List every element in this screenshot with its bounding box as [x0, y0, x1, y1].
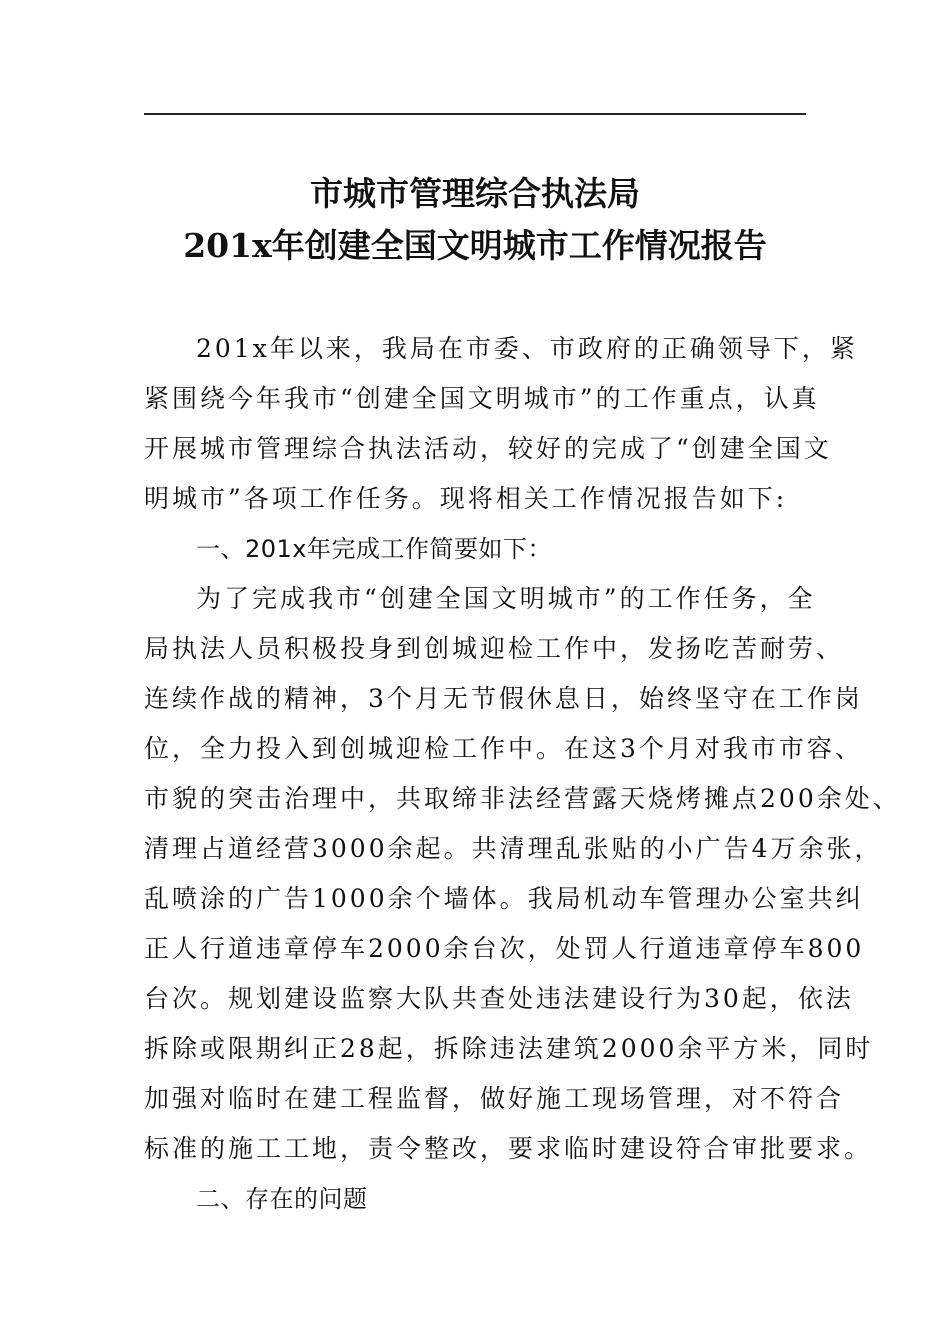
- section-1-line: 乱喷涂的广告1000余个墙体。我局机动车管理办公室共纠: [144, 884, 864, 913]
- intro-line: 201x年以来，我局在市委、市政府的正确领导下，紧: [196, 334, 858, 363]
- section-1-line: 位，全力投入到创城迎检工作中。在这3个月对我市市容、: [144, 734, 863, 763]
- section-2-heading: 二、存在的问题: [196, 1185, 368, 1213]
- section-1-line: 加强对临时在建工程监督，做好施工现场管理，对不符合: [144, 1084, 845, 1113]
- header-rule: [144, 113, 806, 115]
- section-1-line: 拆除或限期纠正28起，拆除违法建筑2000余平方米，同时: [144, 1034, 874, 1063]
- section-1-heading: 一、201x年完成工作简要如下：: [196, 535, 553, 563]
- section-1-line: 清理占道经营3000余起。共清理乱张贴的小广告4万余张，: [144, 834, 883, 863]
- section-1-line: 连续作战的精神，3个月无节假休息日，始终坚守在工作岗: [144, 684, 863, 713]
- title-line-1: 市城市管理综合执法局: [310, 174, 640, 213]
- section-1-line: 台次。规划建设监察大队共查处违法建设行为30起，依法: [144, 984, 854, 1013]
- document-title: [144, 168, 806, 272]
- section-1-line: 市貌的突击治理中，共取缔非法经营露天烧烤摊点200余处、: [144, 784, 901, 813]
- section-1-line: 标准的施工工地，责令整改，要求临时建设符合审批要求。: [144, 1134, 873, 1163]
- section-1-line: 为了完成我市“创建全国文明城市”的工作任务，全: [196, 584, 816, 613]
- section-1-line: 正人行道违章停车2000余台次，处罚人行道违章停车800: [144, 934, 865, 963]
- title-line-2: 201x年创建全国文明城市工作情况报告: [183, 226, 767, 265]
- intro-line: 明城市”各项工作任务。现将相关工作情况报告如下:: [144, 484, 788, 513]
- document-body: [144, 324, 901, 1224]
- intro-line: 紧围绕今年我市“创建全国文明城市”的工作重点，认真: [144, 384, 820, 413]
- section-1-line: 局执法人员积极投身到创城迎检工作中，发扬吃苦耐劳、: [144, 634, 845, 663]
- intro-line: 开展城市管理综合执法活动，较好的完成了“创建全国文: [144, 434, 832, 463]
